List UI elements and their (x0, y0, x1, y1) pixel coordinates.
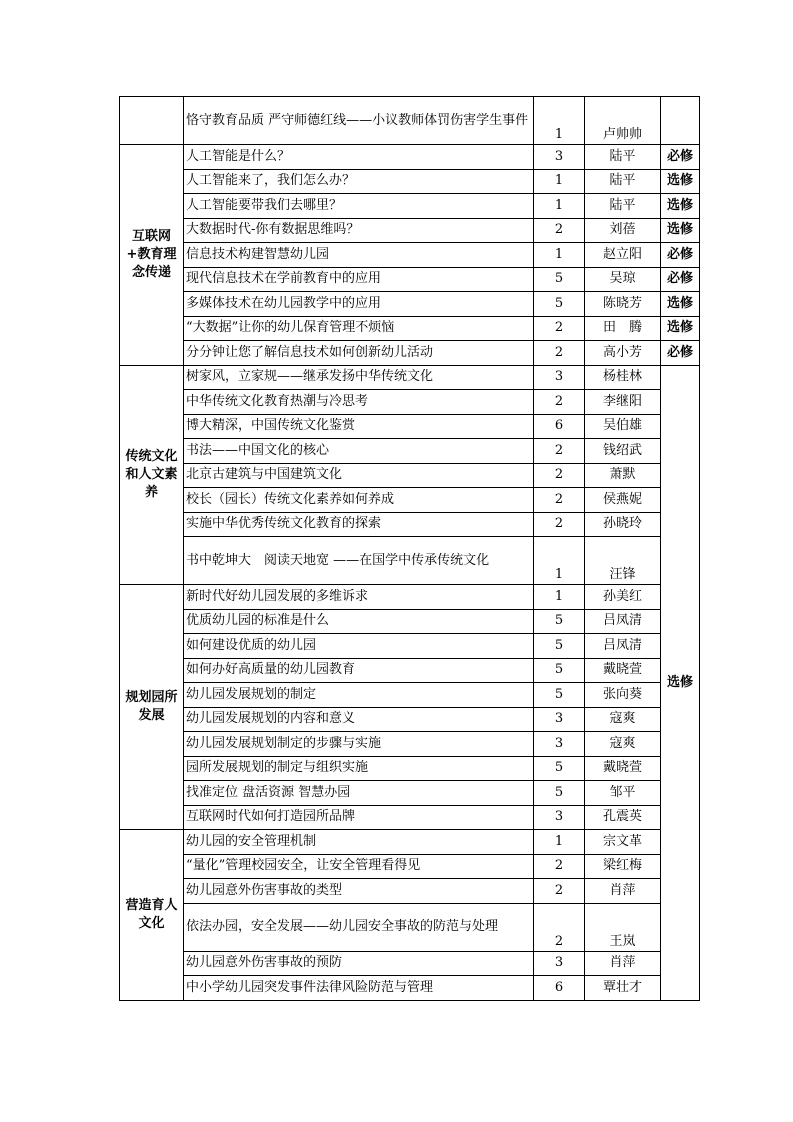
course-title: 现代信息技术在学前教育中的应用 (184, 267, 534, 292)
course-type: 必修 (661, 267, 700, 292)
table-row (120, 585, 700, 610)
course-hours: 6 (534, 414, 585, 439)
course-hours: 3 (534, 805, 585, 830)
course-lecturer: 李继阳 (585, 390, 661, 415)
course-lecturer: 陆平 (585, 145, 661, 170)
course-type: 必修 (661, 341, 700, 366)
course-hours: 5 (534, 756, 585, 781)
course-lecturer: 孙晓玲 (585, 512, 661, 537)
course-title: 新时代好幼儿园发展的多维诉求 (184, 585, 534, 610)
course-hours: 3 (534, 732, 585, 757)
course-hours: 1 (534, 585, 585, 610)
course-lecturer: 戴晓萱 (585, 658, 661, 683)
course-title: “量化”管理校园安全，让安全管理看得见 (184, 854, 534, 879)
course-lecturer: 王岚 (585, 903, 661, 951)
course-hours: 2 (534, 439, 585, 464)
course-lecturer: 孙美红 (585, 585, 661, 610)
course-type: 必修 (661, 145, 700, 170)
table-row (120, 194, 700, 219)
table-row (120, 512, 700, 537)
course-hours: 2 (534, 341, 585, 366)
course-title: 幼儿园意外伤害事故的预防 (184, 951, 534, 976)
course-hours: 5 (534, 609, 585, 634)
table-row (120, 390, 700, 415)
course-title: 书中乾坤大 阅读天地宽 ——在国学中传承传统文化 (184, 537, 534, 585)
course-hours: 5 (534, 658, 585, 683)
course-title: 分分钟让您了解信息技术如何创新幼儿活动 (184, 341, 534, 366)
course-lecturer: 陆平 (585, 169, 661, 194)
course-type: 选修 (661, 169, 700, 194)
course-type: 必修 (661, 243, 700, 268)
course-lecturer: 梁红梅 (585, 854, 661, 879)
table-row (120, 683, 700, 708)
course-title: 找准定位 盘活资源 智慧办园 (184, 781, 534, 806)
course-title: 幼儿园发展规划制定的步骤与实施 (184, 732, 534, 757)
course-title: 依法办园，安全发展——幼儿园安全事故的防范与处理 (184, 903, 534, 951)
course-type (661, 97, 700, 145)
course-hours: 6 (534, 976, 585, 1001)
table-row (120, 218, 700, 243)
course-lecturer: 邹平 (585, 781, 661, 806)
table-row (120, 169, 700, 194)
category-cell: 互联网+教育理念传递 (120, 145, 184, 366)
course-type: 选修 (661, 316, 700, 341)
table-row (120, 805, 700, 830)
category-cell: 传统文化和人文素养 (120, 365, 184, 585)
course-title: 幼儿园意外伤害事故的类型 (184, 879, 534, 904)
course-lecturer: 卢帅帅 (585, 97, 661, 145)
course-title: 大数据时代-你有数据思维吗？ (184, 218, 534, 243)
course-lecturer: 戴晓萱 (585, 756, 661, 781)
course-lecturer: 宗文革 (585, 830, 661, 855)
course-title: 如何建设优质的幼儿园 (184, 634, 534, 659)
course-hours: 5 (534, 292, 585, 317)
course-lecturer: 高小芳 (585, 341, 661, 366)
course-title: 博大精深，中国传统文化鉴赏 (184, 414, 534, 439)
course-type: 选修 (661, 218, 700, 243)
table-row (120, 267, 700, 292)
table-row (120, 903, 700, 951)
course-lecturer: 吕凤清 (585, 634, 661, 659)
table-row (120, 439, 700, 464)
course-title: 幼儿园发展规划的制定 (184, 683, 534, 708)
table-row (120, 463, 700, 488)
category-cell: 营造育人文化 (120, 830, 184, 1001)
course-title: 互联网时代如何打造园所品牌 (184, 805, 534, 830)
course-title: 优质幼儿园的标准是什么 (184, 609, 534, 634)
course-type: 选修 (661, 194, 700, 219)
table-row (120, 658, 700, 683)
course-lecturer: 刘蓓 (585, 218, 661, 243)
course-lecturer: 肖萍 (585, 951, 661, 976)
course-title: 树家风，立家规——继承发扬中华传统文化 (184, 365, 534, 390)
course-title: 人工智能来了，我们怎么办？ (184, 169, 534, 194)
table-row (120, 707, 700, 732)
course-hours: 5 (534, 634, 585, 659)
course-lecturer: 杨桂林 (585, 365, 661, 390)
course-title: 中小学幼儿园突发事件法律风险防范与管理 (184, 976, 534, 1001)
course-hours: 3 (534, 951, 585, 976)
table-row (120, 243, 700, 268)
course-title: 信息技术构建智慧幼儿园 (184, 243, 534, 268)
course-title: 多媒体技术在幼儿园教学中的应用 (184, 292, 534, 317)
course-hours: 2 (534, 879, 585, 904)
course-lecturer: 侯燕妮 (585, 488, 661, 513)
course-hours: 5 (534, 683, 585, 708)
course-lecturer: 吴伯雄 (585, 414, 661, 439)
table-row (120, 292, 700, 317)
course-title: 书法——中国文化的核心 (184, 439, 534, 464)
course-lecturer: 吕凤清 (585, 609, 661, 634)
course-type-merged: 选修 (661, 365, 700, 1000)
course-hours: 3 (534, 707, 585, 732)
course-hours: 2 (534, 903, 585, 951)
course-hours: 2 (534, 316, 585, 341)
course-title: 幼儿园发展规划的内容和意义 (184, 707, 534, 732)
course-hours: 1 (534, 243, 585, 268)
course-title: 人工智能要带我们去哪里？ (184, 194, 534, 219)
table-row (120, 781, 700, 806)
course-hours: 1 (534, 97, 585, 145)
course-lecturer: 孔震英 (585, 805, 661, 830)
course-hours: 2 (534, 512, 585, 537)
table-row (120, 634, 700, 659)
course-hours: 5 (534, 781, 585, 806)
table-row (120, 97, 700, 145)
course-lecturer: 肖萍 (585, 879, 661, 904)
course-title: 人工智能是什么？ (184, 145, 534, 170)
course-lecturer: 钱绍武 (585, 439, 661, 464)
table-row (120, 537, 700, 585)
table-row (120, 414, 700, 439)
table-row (120, 145, 700, 170)
course-hours: 2 (534, 854, 585, 879)
table-row (120, 976, 700, 1001)
course-lecturer: 陆平 (585, 194, 661, 219)
course-lecturer: 覃壮才 (585, 976, 661, 1001)
course-title: 园所发展规划的制定与组织实施 (184, 756, 534, 781)
course-hours: 2 (534, 218, 585, 243)
table-row (120, 951, 700, 976)
course-title: 幼儿园的安全管理机制 (184, 830, 534, 855)
course-title: “大数据”让你的幼儿保育管理不烦恼 (184, 316, 534, 341)
course-title: 校长（园长）传统文化素养如何养成 (184, 488, 534, 513)
course-hours: 1 (534, 537, 585, 585)
course-hours: 2 (534, 390, 585, 415)
course-lecturer: 赵立阳 (585, 243, 661, 268)
course-table (119, 96, 700, 1001)
course-lecturer: 张向葵 (585, 683, 661, 708)
course-title: 实施中华优秀传统文化教育的探索 (184, 512, 534, 537)
course-hours: 1 (534, 194, 585, 219)
course-lecturer: 寇爽 (585, 732, 661, 757)
table-row (120, 365, 700, 390)
course-lecturer: 陈晓芳 (585, 292, 661, 317)
course-lecturer: 寇爽 (585, 707, 661, 732)
course-hours: 2 (534, 463, 585, 488)
course-title: 北京古建筑与中国建筑文化 (184, 463, 534, 488)
table-row (120, 854, 700, 879)
course-lecturer: 萧默 (585, 463, 661, 488)
course-lecturer: 吴琼 (585, 267, 661, 292)
table-row (120, 756, 700, 781)
table-row (120, 488, 700, 513)
course-lecturer: 汪锋 (585, 537, 661, 585)
table-row (120, 830, 700, 855)
table-row (120, 609, 700, 634)
course-hours: 2 (534, 488, 585, 513)
course-hours: 5 (534, 267, 585, 292)
course-hours: 1 (534, 169, 585, 194)
course-lecturer: 田 腾 (585, 316, 661, 341)
table-row (120, 341, 700, 366)
course-hours: 1 (534, 830, 585, 855)
course-title: 恪守教育品质 严守师德红线——小议教师体罚伤害学生事件 (184, 97, 534, 145)
table-row (120, 316, 700, 341)
course-hours: 3 (534, 365, 585, 390)
table-row (120, 879, 700, 904)
category-cell (120, 97, 184, 145)
table-row (120, 732, 700, 757)
course-title: 如何办好高质量的幼儿园教育 (184, 658, 534, 683)
category-cell: 规划园所发展 (120, 585, 184, 830)
course-type: 选修 (661, 292, 700, 317)
course-hours: 3 (534, 145, 585, 170)
course-title: 中华传统文化教育热潮与冷思考 (184, 390, 534, 415)
